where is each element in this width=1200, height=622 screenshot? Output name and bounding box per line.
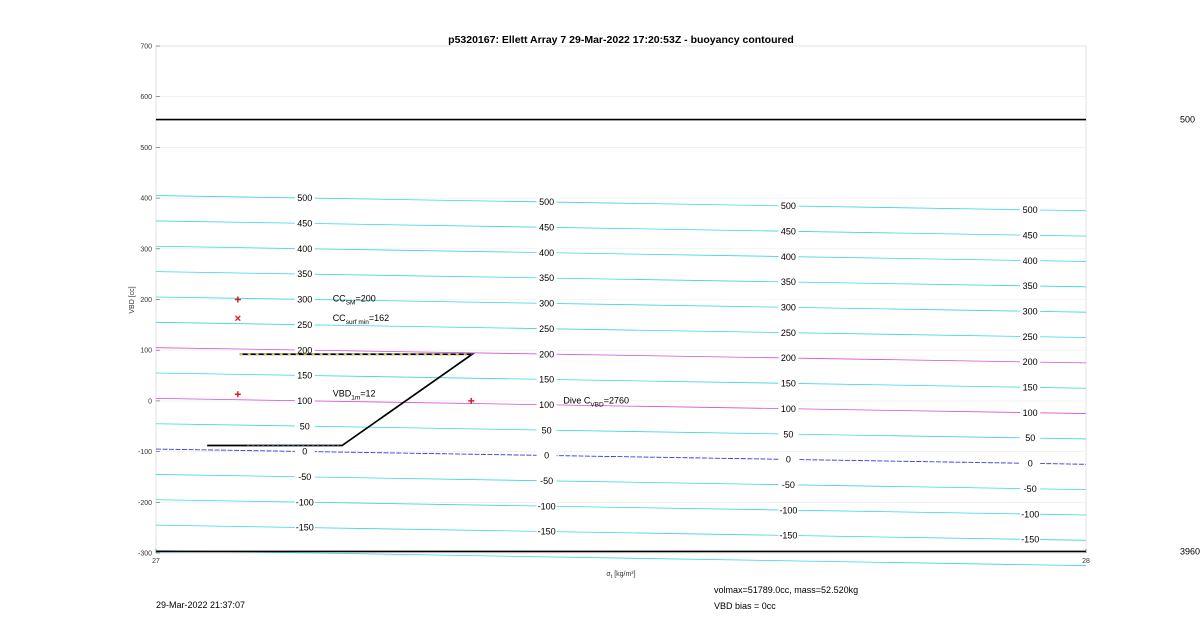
y-tick-label: -300 (137, 550, 152, 558)
contour-label: 350 (780, 277, 796, 288)
contour-label: 100 (539, 399, 555, 410)
contour-label: -150 (1021, 534, 1040, 545)
contour-label: -150 (537, 526, 556, 537)
contour-label: 50 (299, 421, 310, 432)
contour-label: 450 (1022, 230, 1038, 241)
contour-label: 300 (1022, 306, 1038, 317)
annotation-label: $CC_{surf min}=162$ (332, 312, 390, 326)
contour-label: -100 (779, 505, 798, 516)
contour-label: 350 (297, 269, 313, 280)
contour-label: 450 (539, 222, 555, 233)
contour-label: 250 (297, 319, 313, 330)
contour-label: 250 (780, 327, 796, 338)
contour-label: 150 (297, 370, 313, 381)
y-tick-label: 200 (140, 297, 152, 304)
contour-label: 50 (1025, 433, 1036, 444)
contour-label: -50 (540, 476, 554, 487)
contour-label: 0 (1027, 458, 1033, 469)
contour-label: 400 (539, 247, 555, 258)
contour-label: 250 (539, 323, 555, 334)
contour-label: 400 (297, 243, 313, 254)
contour-label: 0 (302, 446, 308, 457)
y-axis-label: VBD [cc] (129, 286, 136, 314)
y-tick-label: 400 (140, 195, 152, 203)
contour-label: 50 (541, 425, 552, 436)
y-tick-label: 300 (140, 246, 152, 254)
y-tick-label: 0 (148, 398, 152, 406)
contour-label: -150 (779, 530, 798, 541)
contour-label: 100 (297, 395, 313, 406)
contour-label: -100 (537, 501, 556, 512)
contour-label: 500 (297, 193, 313, 204)
x-axis-label-text: $\sigma_t$ [kg/m³] (606, 571, 636, 580)
chart-title: p5320167: Ellett Array 7 29-Mar-2022 17:20:53Z - buoyancy contoured (448, 34, 794, 46)
contour-label: 500 (1022, 205, 1038, 216)
annotation-label: $VBD_{1m}=12$ (332, 388, 376, 402)
contour-label: 200 (780, 353, 796, 364)
y-tick-label: -100 (137, 449, 152, 457)
footer-timestamp: 29-Mar-2022 21:37:07 (156, 600, 246, 610)
annotation-label: Dive $C_{VBD}=2760$ (563, 395, 630, 409)
contour-label: -100 (1021, 509, 1040, 520)
contour-label: 200 (297, 345, 313, 356)
contour-label: -50 (1023, 483, 1037, 494)
y-tick-label: 500 (140, 144, 152, 152)
contour-label: 300 (780, 302, 796, 313)
contour-label: 50 (783, 429, 794, 440)
x-axis-label (606, 571, 635, 580)
contour-label: 200 (539, 349, 555, 360)
x-tick-label: 28 (1082, 558, 1090, 565)
y-tick-label: 600 (140, 94, 152, 102)
y-tick-label: -200 (137, 499, 152, 507)
contour-label: 250 (1022, 331, 1038, 342)
y-tick-label: 100 (140, 347, 152, 355)
footer-vbd-bias: VBD bias = 0cc (714, 601, 776, 611)
contour-label: -100 (295, 497, 314, 508)
contour-label: 450 (297, 218, 313, 229)
contour-label: 150 (539, 374, 555, 385)
footer-volmax: volmax=51789.0cc, mass=52.520kg (714, 585, 859, 595)
contour-label: 300 (297, 294, 313, 305)
contour-label: 300 (539, 298, 555, 309)
annotation-label: $CC_{SM}=200$ (332, 293, 376, 307)
contour-label: 500 (780, 201, 796, 212)
contour-label: 450 (780, 226, 796, 237)
limit-line-label: 500 (1180, 114, 1196, 125)
contour-label: 150 (780, 378, 796, 389)
contour-label: 400 (780, 251, 796, 262)
contour-label: 500 (539, 197, 555, 208)
contour-label: 150 (1022, 382, 1038, 393)
contour-label: -50 (298, 472, 312, 483)
contour-label: -150 (295, 522, 314, 533)
y-tick-label: 700 (140, 43, 152, 51)
contour-label: 100 (1022, 407, 1038, 418)
contour-label: 350 (539, 273, 555, 284)
limit-line-label: 3960 (1180, 546, 1200, 557)
contour-label: 0 (785, 454, 791, 465)
contour-label: 200 (1022, 357, 1038, 368)
x-tick-label: 27 (152, 558, 160, 565)
contour-label: 400 (1022, 255, 1038, 266)
contour-label: 350 (1022, 281, 1038, 292)
contour-label: 100 (780, 403, 796, 414)
contour-label: -50 (781, 479, 795, 490)
contour-label: 0 (544, 450, 550, 461)
